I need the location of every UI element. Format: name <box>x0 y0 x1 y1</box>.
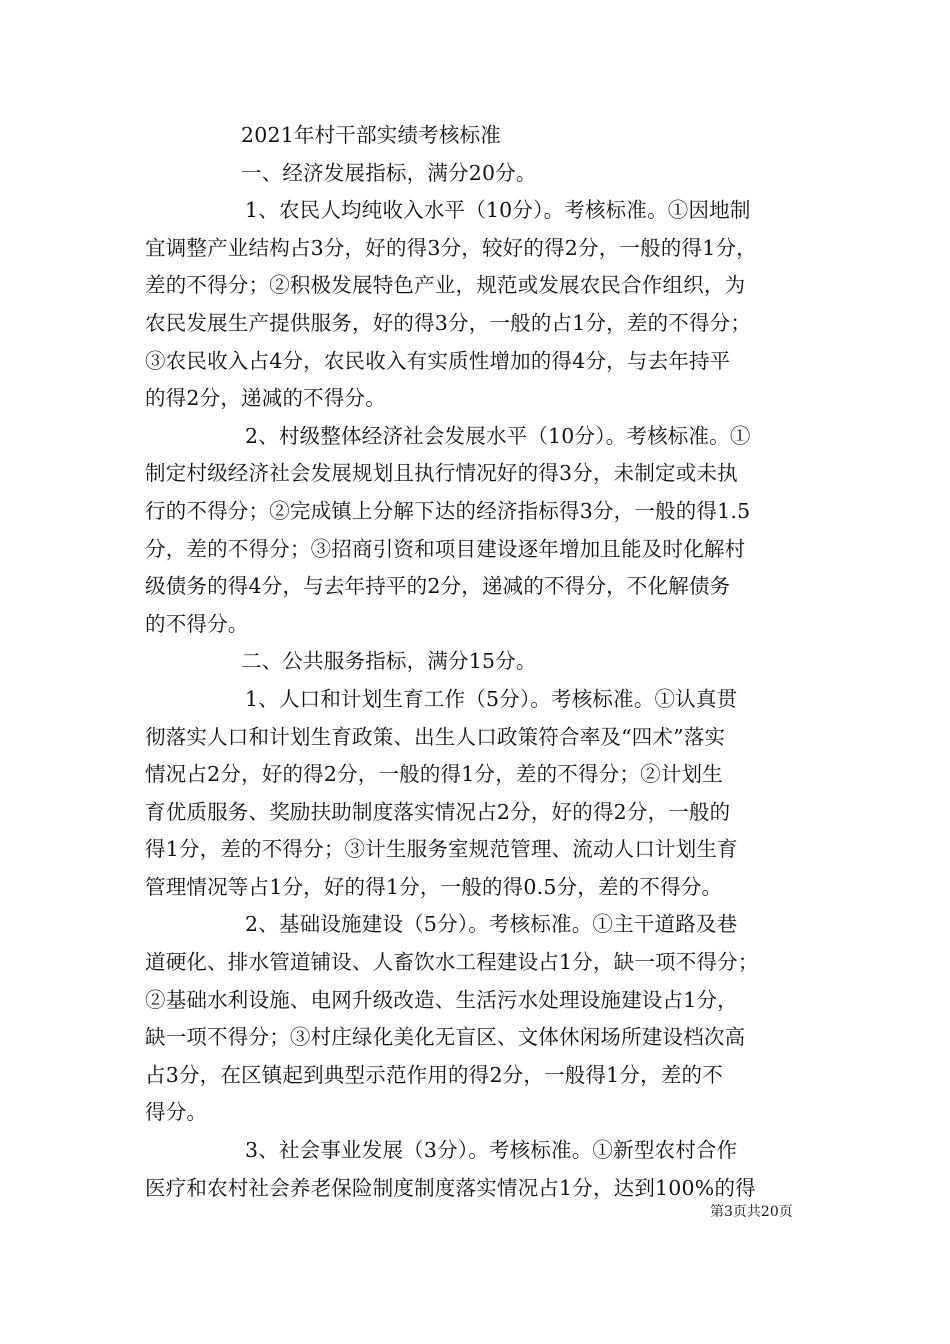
text-line: 1、人口和计划生育工作（5分）。考核标准。①认真贯 <box>245 686 738 711</box>
text-line: ②基础水利设施、电网升级改造、生活污水处理设施建设占1分， <box>145 987 738 1012</box>
text-line: 宜调整产业结构占3分，好的得3分，较好的得2分，一般的得1分， <box>145 235 757 260</box>
text-line: 2、村级整体经济社会发展水平（10分）。考核标准。① <box>245 423 751 448</box>
document-body <box>145 117 810 1207</box>
section-heading: 一、经济发展指标，满分20分。 <box>241 160 537 185</box>
text-line: 得分。 <box>145 1100 208 1125</box>
text-line: 级债务的得4分，与去年持平的2分，递减的不得分，不化解债务 <box>145 574 731 599</box>
text-line: 的得2分，递减的不得分。 <box>145 386 386 411</box>
text-line: ③农民收入占4分，农民收入有实质性增加的得4分，与去年持平 <box>145 348 731 373</box>
text-line: 育优质服务、奖励扶助制度落实情况占2分，好的得2分，一般的 <box>145 799 731 824</box>
text-line: 得1分，差的不得分；③计生服务室规范管理、流动人口计划生育 <box>145 837 738 862</box>
text-line: 情况占2分，好的得2分，一般的得1分，差的不得分；②计划生 <box>145 762 723 787</box>
text-line: 3、社会事业发展（3分）。考核标准。①新型农村合作 <box>245 1138 738 1163</box>
text-line: 分，差的不得分；③招商引资和项目建设逐年增加且能及时化解村 <box>145 536 746 561</box>
text-line: 2、基础设施建设（5分）。考核标准。①主干道路及巷 <box>245 912 738 937</box>
text-line: 农民发展生产提供服务，好的得3分，一般的占1分，差的不得分； <box>145 310 752 335</box>
text-line: 道硬化、排水管道铺设、人畜饮水工程建设占1分，缺一项不得分； <box>145 950 759 975</box>
text-line: 的不得分。 <box>145 611 249 636</box>
document-title: 2021年村干部实绩考核标准 <box>241 123 501 147</box>
text-line: 医疗和农村社会养老保险制度制度落实情况占1分，达到100%的得 <box>145 1175 756 1200</box>
text-line: 差的不得分；②积极发展特色产业，规范或发展农民合作组织，为 <box>145 273 746 298</box>
section-heading: 二、公共服务指标，满分15分。 <box>241 649 537 674</box>
text-line: 制定村级经济社会发展规划且执行情况好的得3分，未制定或未执 <box>145 461 738 486</box>
text-line: 彻落实人口和计划生育政策、出生人口政策符合率及“四术”落实 <box>145 724 726 749</box>
text-line: 占3分，在区镇起到典型示范作用的得2分，一般得1分，差的不 <box>145 1062 723 1087</box>
text-line: 行的不得分；②完成镇上分解下达的经济指标得3分，一般的得1.5 <box>145 498 751 523</box>
text-line: 缺一项不得分；③村庄绿化美化无盲区、文体休闲场所建设档次高 <box>145 1025 746 1050</box>
text-line: 管理情况等占1分，好的得1分，一般的得0.5分，差的不得分。 <box>145 874 723 899</box>
page-number-footer: 第3页共20页 <box>710 1204 793 1220</box>
text-line: 1、农民人均纯收入水平（10分）。考核标准。①因地制 <box>245 198 751 223</box>
